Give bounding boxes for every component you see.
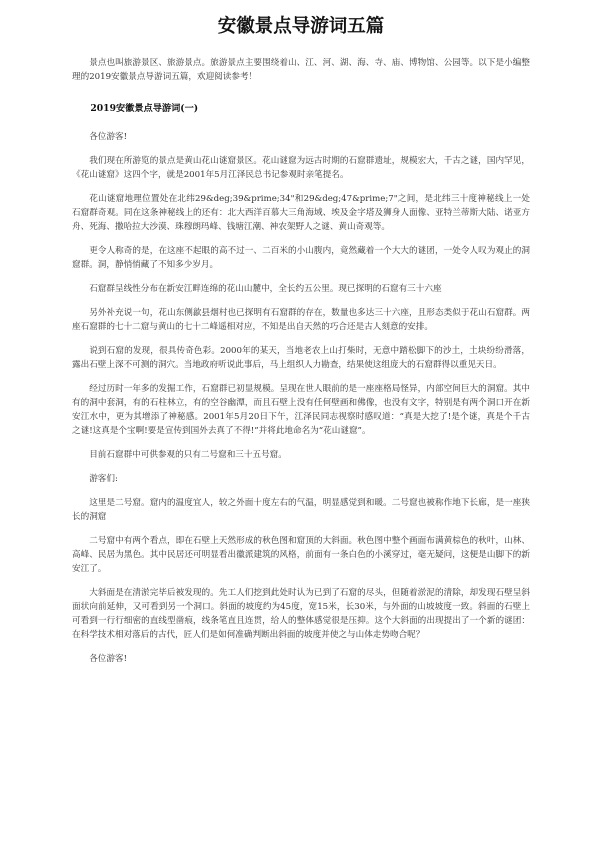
paragraph: 花山谜窟地理位置处在北纬29&deg;39&prime;34"和29&deg;47&prime;7"之间，是北纬三十度神秘线上一处石窟群奇观。同在这条神秘线上的还有：北大西洋百慕大三角海域、埃及金字塔及狮身人面像、亚特兰蒂斯大陆、诺亚方舟、死海、撒哈拉大沙漠、珠穆朗玛峰、钱塘江潮、神农架野人之谜、黄山奇观等。: [72, 194, 530, 232]
paragraph-greeting: 各位游客!: [89, 654, 128, 664]
paragraph-greeting: 各位游客!: [89, 132, 128, 142]
intro-paragraph: 景点也叫旅游景区、旅游景点。旅游景点主要围绕着山、江、河、湖、海、寺、庙、博物馆、公园等。以下是小编整理的2019安徽景点导游词五篇，欢迎阅读参考！: [72, 58, 530, 82]
paragraph: 石窟群呈线性分布在新安江畔连绵的花山山麓中，全长约五公里。现已探明的石窟有三十六座: [89, 284, 442, 294]
paragraph-greeting: 游客们:: [89, 474, 118, 484]
paragraph: 经过历时一年多的发掘工作，石窟群已初显规模。呈现在世人眼前的是一座座格局怪异，内部空间巨大的洞窟。其中有的洞中套洞，有的石柱林立，有的空谷幽潭，而且石壁上没有任何壁画和佛像，也没有文字，特别是有两个洞口开在新安江水中，更为其增添了神秘感。2001年5月20日下午，江泽民同志视察时感叹道：“真是大挖了!是个谜，真是个千古之谜!这真是个宝啊!要是宣传到国外去真了不得!”并将此地命名为“花山谜窟”。: [72, 384, 530, 436]
paragraph: 大斜面是在清淤完毕后被发现的。先工人们挖到此处时认为已到了石窟的尽头，但随着淤泥的清除，却发现石壁呈斜面状向前延伸，又可看到另一个洞口。斜面的坡度约为45度，宽15米，长30米，与外面的山坡坡度一致。斜面的石壁上可看到一行行细密的直线型凿痕，线条笔直且连贯，给人的整体感觉很是压抑。这个大斜面的出现提出了一个新的谜团：在科学技术相对落后的古代，匠人们是如何准确判断出斜面的坡度并使之与山体走势吻合呢？: [72, 588, 530, 640]
paragraph: 这里是二号窟。窟内的温度宜人，较之外面十度左右的气温，明显感觉到和暖。二号窟也被称作地下长廊，是一座狭长的洞窟: [72, 498, 530, 522]
paragraph: 更令人称奇的是，在这座不起眼的高不过一、二百米的小山腹内，竟然藏着一个大大的谜团，一处令人叹为观止的洞窟群。洞，静悄悄藏了不知多少岁月。: [72, 246, 530, 270]
paragraph: 另外补充说一句，花山东侧歙县烟村也已探明有石窟群的存在，数量也多达三十六座，且形态类似于花山石窟群。两座石窟群的七十二窟与黄山的七十二峰遥相对应，不知是出自天然的巧合还是古人刻意的安排。: [72, 308, 530, 332]
paragraph: 二号窟中有两个看点，即在石壁上天然形成的秋色图和窟顶的大斜面。秋色图中整个画面布满黄棕色的秋叶，山林、高峰、民居为黑色。其中民居还可明显看出徽派建筑的风格，前面有一条白色的小溪穿过，毫无疑问，这便是山脚下的新安江了。: [72, 536, 530, 574]
paragraph: 说到石窟的发现，很具传奇色彩。2000年的某天，当地老农上山打柴时，无意中踏松脚下的沙土，土块纷纷滑落，露出石壁上深不可测的洞穴。当地政府听说此事后，马上组织人力勘查，结果使这组庞大的石窟群得以重见天日。: [72, 346, 530, 370]
document-title: 安徽景点导游词五篇: [217, 16, 385, 37]
section-heading: 2019安徽景点导游词(一): [90, 103, 199, 114]
paragraph: 我们现在所游览的景点是黄山花山谜窟景区。花山谜窟为远古时期的石窟群遗址，规模宏大，千古之谜，国内罕见，《花山谜窟》这四个字，就是2001年5月江泽民总书记参观时亲笔提名。: [72, 156, 530, 180]
paragraph: 目前石窟群中可供参观的只有二号窟和三十五号窟。: [89, 450, 287, 460]
